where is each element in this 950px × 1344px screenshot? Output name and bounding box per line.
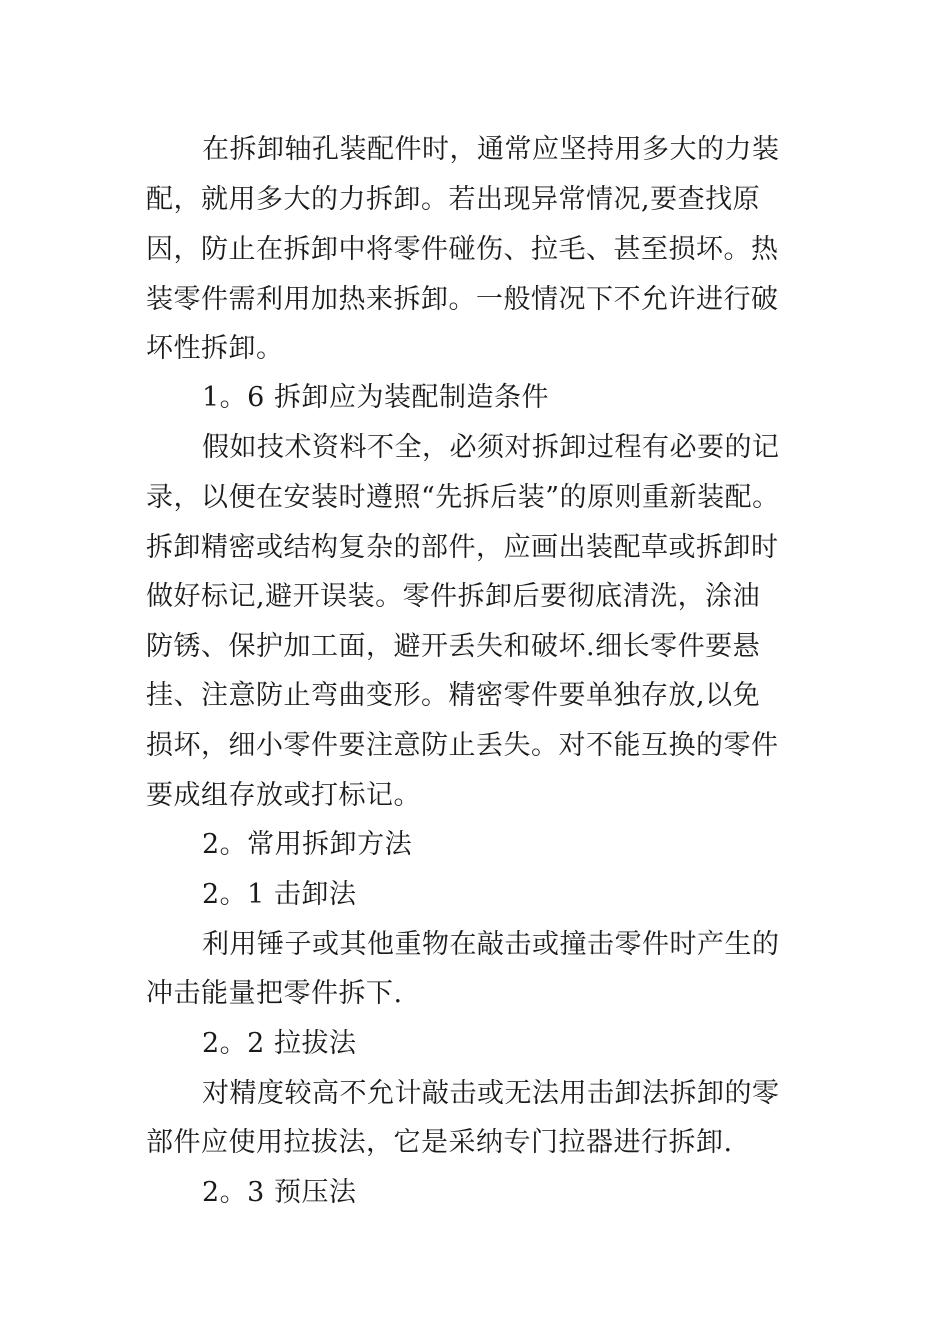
paragraph-1-line-3: 因，防止在拆卸中将零件碰伤、拉毛、甚至损坏。热 <box>146 234 779 265</box>
paragraph-1-line-5: 坏性拆卸。 <box>146 333 284 364</box>
paragraph-2-line-1: 假如技术资料不全，必须对拆卸过程有必要的记 <box>202 432 780 463</box>
paragraph-4-line-1: 对精度较高不允计敲击或无法用击卸法拆卸的零 <box>202 1078 780 1109</box>
paragraph-2-line-3: 拆卸精密或结构复杂的部件，应画出装配草或拆卸时 <box>146 532 779 563</box>
paragraph-2-line-4: 做好标记,避开误装。零件拆卸后要彻底清洗，涂油 <box>146 581 761 612</box>
paragraph-3-line-1: 利用锤子或其他重物在敲击或撞击零件时产生的 <box>202 929 780 960</box>
section-heading-2: 2。常用拆卸方法 <box>202 829 413 860</box>
paragraph-1-line-2: 配，就用多大的力拆卸。若出现异常情况,要查找原 <box>146 184 761 215</box>
paragraph-2-line-7: 损坏，细小零件要注意防止丢失。对不能互换的零件 <box>146 730 779 761</box>
paragraph-1-line-4: 装零件需利用加热来拆卸。一般情况下不允许进行破 <box>146 284 779 315</box>
section-heading-2-3: 2。3 预压法 <box>202 1177 357 1208</box>
paragraph-2-line-8: 要成组存放或打标记。 <box>146 780 421 811</box>
paragraph-2-line-6: 挂、注意防止弯曲变形。精密零件要单独存放,以免 <box>146 680 761 711</box>
section-heading-1-6: 1。6 拆卸应为装配制造条件 <box>202 382 549 413</box>
section-heading-2-2: 2。2 拉拔法 <box>202 1028 357 1059</box>
paragraph-3-line-2: 冲击能量把零件拆下. <box>146 978 403 1009</box>
paragraph-2-line-2: 录，以便在安装时遵照“先拆后装”的原则重新装配。 <box>146 482 780 513</box>
paragraph-2-line-5: 防锈、保护加工面，避开丢失和破坏.细长零件要悬 <box>146 631 761 662</box>
paragraph-4-line-2: 部件应使用拉拔法，它是采纳专门拉器进行拆卸. <box>146 1127 733 1158</box>
paragraph-1-line-1: 在拆卸轴孔装配件时，通常应坚持用多大的力装 <box>202 134 780 165</box>
section-heading-2-1: 2。1 击卸法 <box>202 879 357 910</box>
